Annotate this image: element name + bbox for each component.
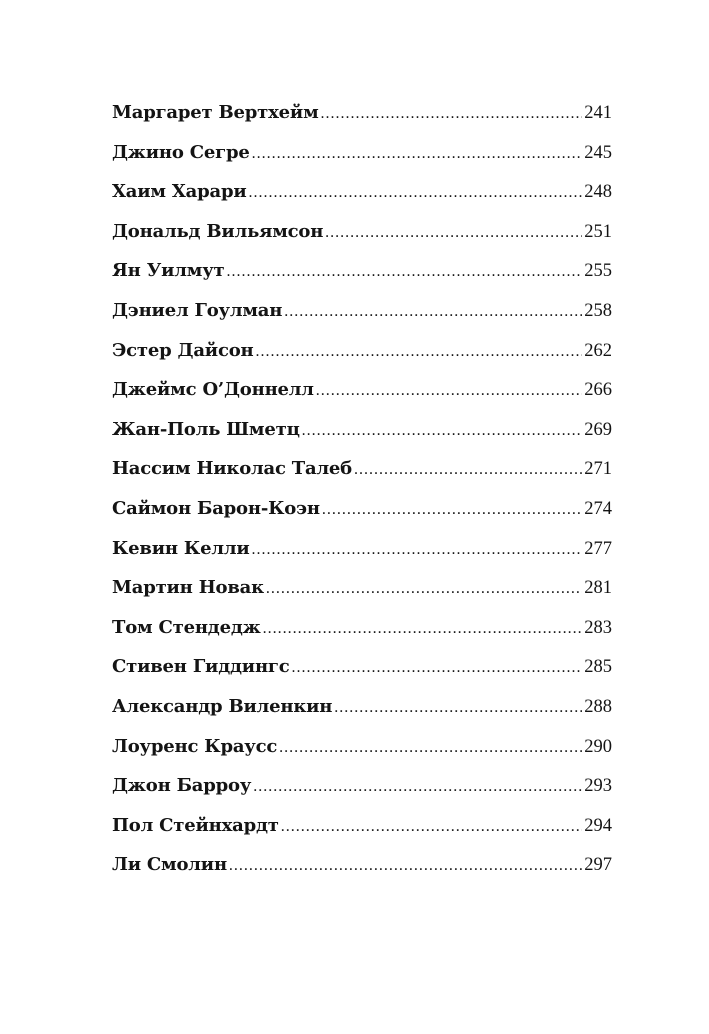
toc-page-number: 241: [584, 103, 612, 123]
toc-dot-leader: [281, 807, 583, 847]
toc-page-number: 297: [584, 855, 612, 876]
toc-dot-leader: [266, 569, 582, 609]
toc-entry: [112, 291, 612, 331]
toc-dot-leader: [284, 292, 582, 332]
toc-author-name: Кевин Келли: [112, 537, 250, 559]
toc-author-name: Джон Барроу: [112, 775, 252, 797]
toc-page-number: 294: [584, 815, 612, 836]
toc-entry: [112, 727, 612, 767]
toc-page-number: 248: [584, 182, 612, 203]
toc-page-number: 285: [584, 657, 612, 678]
toc-dot-leader: [322, 490, 582, 530]
toc-entry: [112, 410, 612, 450]
toc-dot-leader: [226, 252, 582, 292]
toc-dot-leader: [292, 648, 583, 688]
toc-author-name: Стивен Гиддингс: [112, 656, 290, 678]
toc-entry: [112, 687, 612, 727]
toc-author-name: Дональд Вильямсон: [112, 220, 324, 242]
toc-entry: [112, 489, 612, 529]
toc-page-number: 274: [584, 498, 612, 519]
toc-page-number: 277: [584, 538, 612, 559]
toc-entry: [112, 251, 612, 291]
toc-entry: [112, 331, 612, 371]
toc-author-name: Саймон Барон-Коэн: [112, 497, 320, 519]
toc-entry: [112, 766, 612, 806]
toc-page-number: 251: [584, 221, 612, 242]
toc-dot-leader: [252, 530, 583, 570]
toc-page-number: 293: [584, 776, 612, 797]
toc-page-number: 271: [584, 459, 612, 480]
toc-dot-leader: [334, 688, 582, 728]
toc-entry: [112, 806, 612, 846]
toc-dot-leader: [253, 767, 582, 807]
toc-entry: [112, 370, 612, 410]
toc-entry: [112, 568, 612, 608]
toc-author-name: Джеймс О’Доннелл: [112, 379, 314, 401]
toc-page-number: 283: [584, 617, 612, 638]
toc-entry: [112, 172, 612, 212]
table-of-contents: [112, 93, 612, 885]
toc-page-number: 262: [584, 340, 612, 361]
toc-dot-leader: [279, 728, 582, 768]
toc-author-name: Ян Уилмут: [112, 260, 225, 282]
toc-page-number: 290: [584, 736, 612, 757]
toc-dot-leader: [354, 450, 582, 490]
toc-dot-leader: [302, 411, 583, 451]
toc-page-number: 245: [584, 142, 612, 163]
toc-entry: [112, 93, 612, 133]
toc-page-number: 266: [584, 380, 612, 401]
toc-author-name: Нассим Николас Талеб: [112, 458, 352, 480]
toc-author-name: Джино Сегре: [112, 141, 250, 163]
toc-author-name: Дэниел Гоулман: [112, 299, 283, 321]
toc-dot-leader: [316, 371, 582, 411]
toc-author-name: Том Стендедж: [112, 616, 261, 638]
toc-author-name: Пол Стейнхардт: [112, 814, 279, 836]
toc-dot-leader: [263, 609, 583, 649]
toc-dot-leader: [249, 173, 583, 213]
toc-author-name: Ли Смолин: [112, 854, 227, 876]
toc-author-name: Хаим Харари: [112, 181, 247, 203]
toc-dot-leader: [229, 846, 582, 886]
toc-author-name: Эстер Дайсон: [112, 339, 254, 361]
toc-page-number: 258: [584, 300, 612, 321]
toc-author-name: Маргарет Вертхейм: [112, 102, 319, 123]
toc-entry: [112, 133, 612, 173]
toc-author-name: Александр Виленкин: [112, 695, 333, 717]
toc-page-number: 269: [584, 419, 612, 440]
toc-entry: [112, 529, 612, 569]
toc-author-name: Жан-Поль Шметц: [112, 418, 300, 440]
toc-dot-leader: [256, 332, 583, 372]
toc-entry: [112, 212, 612, 252]
toc-author-name: Мартин Новак: [112, 577, 264, 599]
toc-entry: [112, 845, 612, 885]
toc-dot-leader: [252, 134, 583, 174]
toc-page-number: 255: [584, 261, 612, 282]
toc-entry: [112, 647, 612, 687]
toc-author-name: Лоуренс Краусс: [112, 735, 278, 757]
toc-entry: [112, 608, 612, 648]
toc-dot-leader: [325, 213, 582, 253]
toc-page-number: 281: [584, 578, 612, 599]
toc-entry: [112, 449, 612, 489]
toc-page-number: 288: [584, 696, 612, 717]
toc-dot-leader: [321, 94, 583, 134]
